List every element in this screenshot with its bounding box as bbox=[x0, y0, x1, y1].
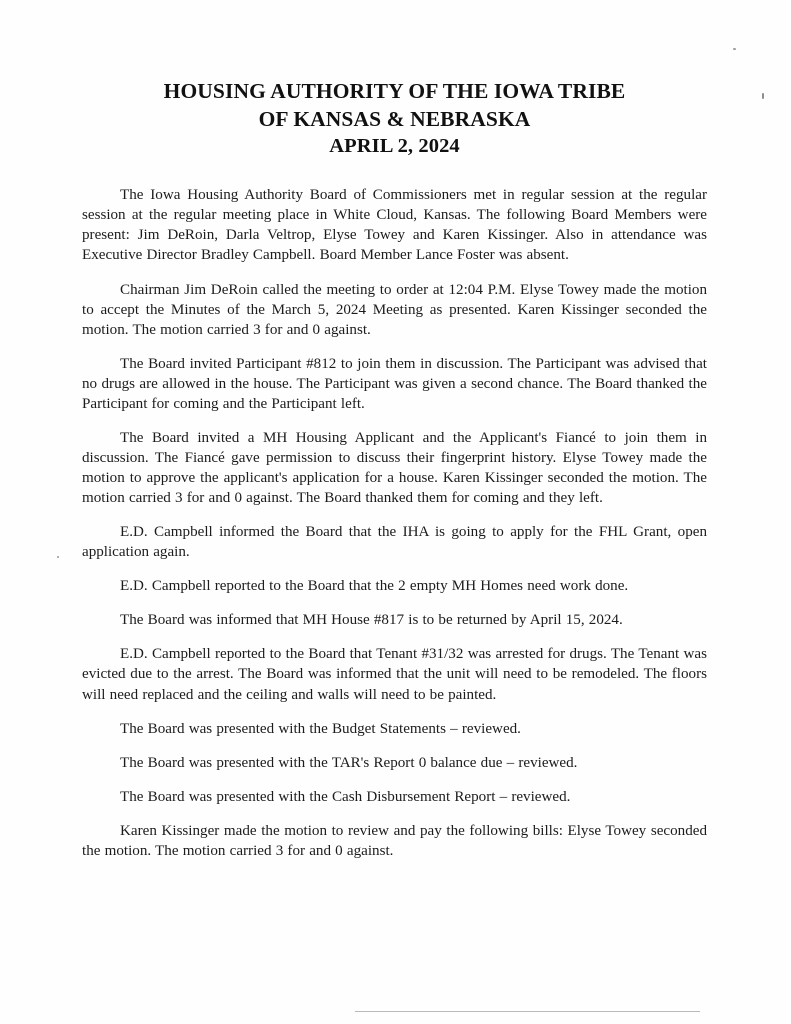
minutes-text bbox=[82, 185, 707, 861]
paragraph: Chairman Jim DeRoin called the meeting to order at 12:04 P.M. Elyse Towey made the motion to accept the Minutes of the March 5, 2024 Meeting as presented. Karen Kissinger seconded the motion. The motion carried 3 for and 0 against. bbox=[82, 281, 707, 338]
title-line-1: HOUSING AUTHORITY OF THE IOWA TRIBE bbox=[163, 79, 626, 103]
paragraph: Karen Kissinger made the motion to review and pay the following bills: Elyse Towey seconded the motion. The motion carried 3 for and 0 against. bbox=[82, 822, 707, 859]
paragraph: The Iowa Housing Authority Board of Commissioners met in regular session at the regular session at the regular meeting place in White Cloud, Kansas. The following Board Members were present: Jim DeRoin, Darla Veltrop, Elyse Towey and Karen Kissinger. Also in attendance was Executive Director Bradley Campbell. Board Member Lance Foster was absent. bbox=[82, 187, 707, 264]
scan-speck-icon bbox=[57, 556, 59, 558]
paragraph: E.D. Campbell informed the Board that the IHA is going to apply for the FHL Grant, open application again. bbox=[82, 524, 707, 561]
paragraph: The Board was presented with the TAR's Report 0 balance due – reviewed. bbox=[120, 754, 578, 771]
scan-speck-icon bbox=[762, 93, 764, 99]
page-title bbox=[82, 78, 707, 159]
paragraph: The Board invited a MH Housing Applicant and the Applicant's Fiancé to join them in discussion. The Fiancé gave permission to discuss their fingerprint history. Elyse Towey made the motion to approve the applicant's application for a house. Karen Kissinger seconded the motion. The motion carried 3 for and 0 against. The Board thanked them for coming and they left. bbox=[82, 429, 707, 507]
paragraph: The Board was presented with the Budget Statements – reviewed. bbox=[120, 720, 521, 737]
scan-speck-icon bbox=[733, 48, 736, 50]
document-body bbox=[82, 78, 707, 861]
paragraph: The Board invited Participant #812 to join them in discussion. The Participant was advised that no drugs are allowed in the house. The Participant was given a second chance. The Board thanked the Participant for coming and the Participant left. bbox=[82, 355, 707, 412]
paragraph: E.D. Campbell reported to the Board that Tenant #31/32 was arrested for drugs. The Tenant was evicted due to the arrest. The Board was informed that the unit will need to be remodeled. The floors will need replaced and the ceiling and walls will need to be painted. bbox=[82, 646, 707, 703]
paragraph: E.D. Campbell reported to the Board that the 2 empty MH Homes need work done. bbox=[120, 578, 629, 595]
paragraph: The Board was presented with the Cash Disbursement Report – reviewed. bbox=[120, 788, 571, 805]
title-line-3: APRIL 2, 2024 bbox=[329, 135, 460, 158]
page-bottom-divider bbox=[355, 1011, 700, 1012]
title-line-2: OF KANSAS & NEBRASKA bbox=[258, 106, 531, 131]
paragraph: The Board was informed that MH House #817 is to be returned by April 15, 2024. bbox=[120, 612, 623, 629]
